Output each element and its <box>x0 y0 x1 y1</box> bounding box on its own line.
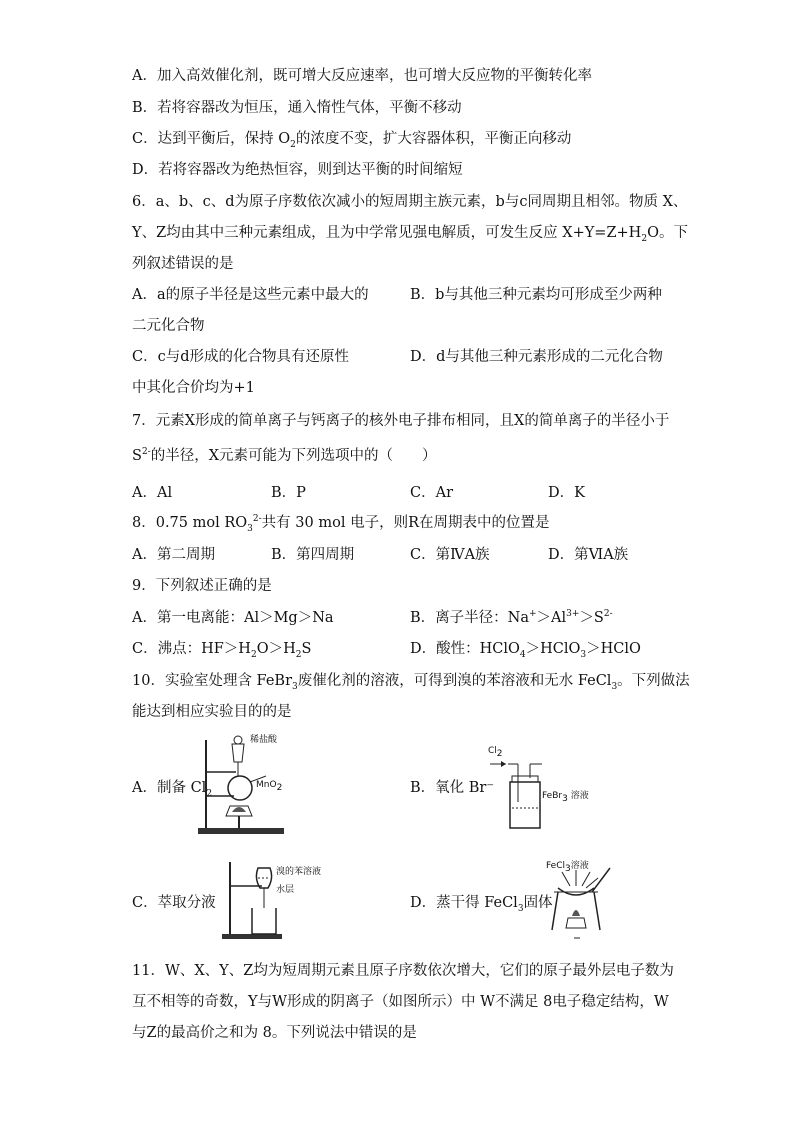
q10-stem-line1: 10．实验室处理含 FeBr$_3$废催化剂的溶液，可得到溴的苯溶液和无水 FeCl$_3$。下列做法 <box>132 673 690 692</box>
q8-option-d: D．第ⅥA族 <box>548 547 629 563</box>
q5-option-c: C．达到平衡后，保持 $O_2$的浓度不变，扩大容器体积，平衡正向移动 <box>132 131 572 150</box>
q6-option-c: C．c与d形成的化合物具有还原性 <box>132 349 349 365</box>
q6-option-b: B．b与其他三种元素均可形成至少两种 <box>410 287 662 303</box>
q6-stem-line1: 6．a、b、c、d为原子序数依次减小的短周期主族元素，b与c同周期且相邻。物质 X、 <box>132 194 688 210</box>
q9-option-d: D．酸性：HClO$_4$＞HClO$_3$＞HClO <box>410 641 641 660</box>
q11-stem-line1: 11．W、X、Y、Z均为短周期元素且原子序数依次增大，它们的原子最外层电子数为 <box>132 963 674 979</box>
q8-option-a: A．第二周期 <box>132 547 215 563</box>
q7-option-b: B．P <box>271 485 306 501</box>
q7-option-c: C．Ar <box>410 485 453 501</box>
q6-stem-line2: Y、Z均由其中三种元素组成，且为中学常见强电解质，可发生反应 $X+Y=Z+H_2O$。下 <box>132 225 688 244</box>
fig-d-label-top: FeCl$_3$溶液 <box>546 861 589 874</box>
q6-option-d: D．d与其他三种元素形成的二元化合物 <box>410 349 663 365</box>
q6-option-a: A．a的原子半径是这些元素中最大的 <box>132 287 369 303</box>
fig-a-label-side: MnO$_2$ <box>256 780 283 793</box>
q6-stem-line3: 列叙述错误的是 <box>132 256 234 272</box>
q5-option-d: D．若将容器改为绝热恒容，则到达平衡的时间缩短 <box>132 162 463 178</box>
q7-stem-line2: $S^{2-}$的半径，X元素可能为下列选项中的（ ） <box>132 447 437 464</box>
q10-option-b: B．氧化 Br⁻ <box>410 780 495 796</box>
q5-option-a: A．加入高效催化剂，既可增大反应速率，也可增大反应物的平衡转化率 <box>132 68 592 84</box>
fig-b-label-solution: FeBr$_3$ 溶液 <box>542 791 589 804</box>
q9-stem: 9．下列叙述正确的是 <box>132 578 272 594</box>
figure-cl2-preparation <box>196 732 306 840</box>
q9-option-a: A．第一电离能：Al＞Mg＞Na <box>132 610 334 626</box>
fig-c-label-top: 溴的苯溶液 <box>276 867 322 877</box>
fig-b-label-gas: $Cl_2$ <box>488 746 503 759</box>
q9-option-c: C．沸点：$HF>H_2O>H_2S$ <box>132 641 312 660</box>
q6-option-d-cont: 中其化合价均为+1 <box>132 380 255 396</box>
q10-stem-line2: 能达到相应实验目的的是 <box>132 704 292 720</box>
q11-stem-line3: 与Z的最高价之和为 8。下列说法中错误的是 <box>132 1025 417 1041</box>
q10-option-d: D．蒸干得 FeCl$_3$固体 <box>410 895 553 914</box>
q11-stem-line2: 互不相等的奇数，Y与W形成的阴离子（如图所示）中 W不满足 8电子稳定结构，W <box>132 994 669 1010</box>
q10-option-c: C．萃取分液 <box>132 895 216 911</box>
q7-stem-line1: 7．元素X形成的简单离子与钙离子的核外电子排布相同，且X的简单离子的半径小于 <box>132 413 670 429</box>
figure-extraction <box>222 858 332 942</box>
figure-oxidize-bromide <box>486 746 589 832</box>
q7-option-a: A．Al <box>132 485 173 501</box>
q7-option-d: D．K <box>548 485 585 501</box>
q8-option-b: B．第四周期 <box>271 547 355 563</box>
q9-option-b: B．离子半径：$Na^+>Al^{3+}>S^{2-}$ <box>410 609 613 626</box>
fig-a-label-top: 稀盐酸 <box>250 735 278 745</box>
figure-evaporation <box>540 858 620 942</box>
q8-option-c: C．第ⅣA族 <box>410 547 490 563</box>
q5-option-b: B．若将容器改为恒压，通入惰性气体，平衡不移动 <box>132 100 462 116</box>
q8-stem: 8．0.75 mol $RO_3^{2-}$共有 30 mol 电子，则R在周期表中的位置是 <box>132 514 550 534</box>
q10-option-a: A．制备 $Cl_2$ <box>132 780 213 799</box>
apparatus-a-drawing <box>196 732 306 840</box>
q6-option-b-cont: 二元化合物 <box>132 318 205 334</box>
fig-c-label-bottom: 水层 <box>276 885 295 895</box>
